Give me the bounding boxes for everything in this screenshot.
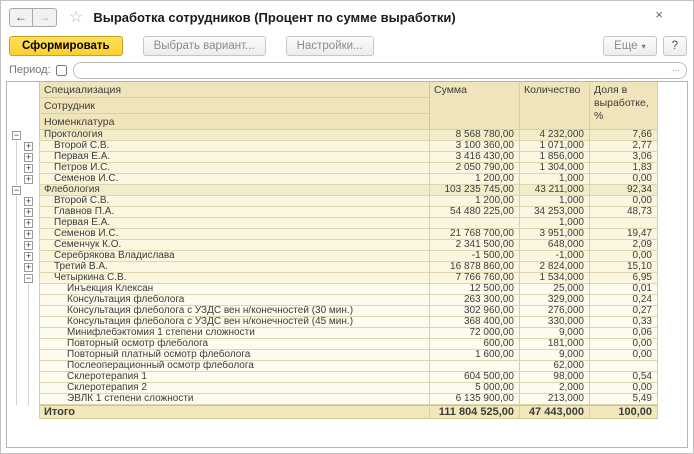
period-row (1, 59, 693, 81)
row-name-cell: Повторный платный осмотр флеболога (39, 350, 430, 361)
row-sum-cell: 21 768 700,00 (430, 229, 520, 240)
table-row[interactable] (7, 306, 687, 317)
table-row[interactable] (7, 218, 687, 229)
tree-gutter (7, 185, 39, 196)
row-sum-cell: 72 000,00 (430, 328, 520, 339)
row-quantity-cell: 43 211,000 (520, 185, 590, 196)
table-row[interactable] (7, 317, 687, 328)
table-row[interactable] (7, 174, 687, 185)
table-row[interactable] (7, 339, 687, 350)
total-row[interactable] (7, 405, 687, 419)
back-button[interactable]: ← (9, 8, 33, 27)
header-nomenclature[interactable]: Номенклатура (40, 114, 429, 130)
period-ellipsis-button[interactable]: ... (671, 62, 680, 74)
tree-gutter-header (7, 82, 39, 130)
row-quantity-cell: 329,000 (520, 295, 590, 306)
tree-gutter (7, 251, 39, 262)
row-quantity-cell: 1,000 (520, 218, 590, 229)
row-share-cell: 0,01 (590, 284, 658, 295)
row-sum-cell: 7 766 760,00 (430, 273, 520, 284)
row-sum-cell: 604 500,00 (430, 372, 520, 383)
row-name-cell: Главнов П.А. (39, 207, 430, 218)
expand-toggle-icon[interactable]: + (25, 218, 32, 228)
close-icon[interactable]: × (655, 7, 663, 22)
row-quantity-cell: 25,000 (520, 284, 590, 295)
tree-gutter (7, 262, 39, 273)
total-share: 100,00 (590, 405, 658, 419)
settings-button[interactable]: Настройки... (286, 36, 374, 56)
favorite-star-icon[interactable]: ☆ (69, 9, 84, 26)
row-share-cell: 19,47 (590, 229, 658, 240)
table-row[interactable] (7, 163, 687, 174)
row-sum-cell: 263 300,00 (430, 295, 520, 306)
row-name-cell: Повторный осмотр флеболога (39, 339, 430, 350)
row-sum-cell: 600,00 (430, 339, 520, 350)
table-row[interactable] (7, 295, 687, 306)
tree-gutter (7, 361, 39, 372)
row-share-cell: 0,00 (590, 196, 658, 207)
row-name-cell: Серебрякова Владислава (39, 251, 430, 262)
row-quantity-cell: 1,000 (520, 174, 590, 185)
row-sum-cell: 1 200,00 (430, 196, 520, 207)
page-title: Выработка сотрудников (Процент по сумме выработки) (93, 9, 456, 25)
row-sum-cell: 368 400,00 (430, 317, 520, 328)
row-share-cell: 0,06 (590, 328, 658, 339)
header-quantity[interactable]: Количество (520, 82, 590, 130)
collapse-toggle-icon[interactable]: − (25, 273, 32, 283)
row-name-cell: Консультация флеболога с УЗДС вен н/конечностей (45 мин.) (39, 317, 430, 328)
row-sum-cell: 3 416 430,00 (430, 152, 520, 163)
table-header (7, 82, 687, 130)
row-sum-cell: 2 341 500,00 (430, 240, 520, 251)
row-name-cell: Первая Е.А. (39, 218, 430, 229)
expand-toggle-icon[interactable]: + (25, 251, 32, 261)
row-name-cell: Четыркина С.В. (39, 273, 430, 284)
row-quantity-cell: 276,000 (520, 306, 590, 317)
table-row[interactable] (7, 130, 687, 141)
row-quantity-cell: -1,000 (520, 251, 590, 262)
tree-gutter (7, 196, 39, 207)
select-variant-button[interactable]: Выбрать вариант... (143, 36, 266, 56)
row-sum-cell (430, 218, 520, 229)
row-sum-cell: 6 135 900,00 (430, 394, 520, 405)
tree-gutter (7, 273, 39, 284)
row-quantity-cell: 9,000 (520, 350, 590, 361)
row-sum-cell: 2 050 790,00 (430, 163, 520, 174)
row-sum-cell: 12 500,00 (430, 284, 520, 295)
table-row[interactable] (7, 229, 687, 240)
row-quantity-cell: 213,000 (520, 394, 590, 405)
row-share-cell: 0,00 (590, 383, 658, 394)
row-quantity-cell: 1 304,000 (520, 163, 590, 174)
row-share-cell: 3,06 (590, 152, 658, 163)
row-share-cell: 2,77 (590, 141, 658, 152)
table-row[interactable] (7, 141, 687, 152)
expand-toggle-icon[interactable]: + (25, 174, 32, 184)
row-share-cell: 0,00 (590, 251, 658, 262)
row-quantity-cell: 181,000 (520, 339, 590, 350)
period-checkbox[interactable] (56, 65, 67, 76)
expand-toggle-icon[interactable]: + (25, 229, 32, 239)
table-row[interactable] (7, 350, 687, 361)
row-quantity-cell: 2,000 (520, 383, 590, 394)
period-input[interactable] (73, 62, 687, 79)
row-name-cell: Склеротерапия 2 (39, 383, 430, 394)
forward-button[interactable]: → (33, 8, 57, 27)
row-name-cell: Консультация флеболога с УЗДС вен н/конечностей (30 мин.) (39, 306, 430, 317)
row-share-cell: 0,00 (590, 174, 658, 185)
row-sum-cell: -1 500,00 (430, 251, 520, 262)
row-name-cell: Проктология (39, 130, 430, 141)
tree-gutter (7, 394, 39, 405)
row-sum-cell: 302 960,00 (430, 306, 520, 317)
row-share-cell: 1,83 (590, 163, 658, 174)
row-sum-cell: 103 235 745,00 (430, 185, 520, 196)
table-row[interactable] (7, 262, 687, 273)
row-name-cell: Семенов И.С. (39, 174, 430, 185)
help-button[interactable]: ? (663, 36, 687, 56)
row-share-cell: 0,54 (590, 372, 658, 383)
row-name-cell: Второй С.В. (39, 196, 430, 207)
tree-gutter (7, 306, 39, 317)
generate-button[interactable]: Сформировать (9, 36, 123, 56)
row-share-cell (590, 218, 658, 229)
table-row[interactable] (7, 284, 687, 295)
expand-toggle-icon[interactable]: + (25, 262, 32, 272)
total-sum: 111 804 525,00 (430, 405, 520, 419)
expand-toggle-icon[interactable]: + (25, 240, 32, 250)
tree-gutter (7, 284, 39, 295)
row-name-cell: Флебология (39, 185, 430, 196)
row-quantity-cell: 98,000 (520, 372, 590, 383)
table-row[interactable] (7, 240, 687, 251)
row-name-cell: Семенов И.С. (39, 229, 430, 240)
table-row[interactable] (7, 251, 687, 262)
table-row[interactable] (7, 273, 687, 284)
collapse-toggle-icon[interactable]: − (13, 130, 20, 140)
more-button-label: Еще (614, 40, 638, 52)
header-employee[interactable]: Сотрудник (40, 98, 429, 114)
report-table (6, 81, 688, 448)
tree-gutter (7, 350, 39, 361)
row-sum-cell: 1 600,00 (430, 350, 520, 361)
row-share-cell: 0,27 (590, 306, 658, 317)
row-name-cell: ЭВЛК 1 степени сложности (39, 394, 430, 405)
row-share-cell: 48,73 (590, 207, 658, 218)
row-share-cell: 0,24 (590, 295, 658, 306)
row-quantity-cell: 1 534,000 (520, 273, 590, 284)
row-sum-cell: 1 200,00 (430, 174, 520, 185)
row-name-cell: Первая Е.А. (39, 152, 430, 163)
row-quantity-cell: 3 951,000 (520, 229, 590, 240)
row-quantity-cell: 648,000 (520, 240, 590, 251)
expand-toggle-icon[interactable]: + (25, 141, 32, 151)
tree-gutter (7, 295, 39, 306)
row-quantity-cell: 1 071,000 (520, 141, 590, 152)
tree-gutter (7, 328, 39, 339)
row-sum-cell: 3 100 360,00 (430, 141, 520, 152)
period-label: Период: (9, 64, 51, 76)
row-share-cell: 0,00 (590, 350, 658, 361)
table-row[interactable] (7, 152, 687, 163)
tree-gutter (7, 130, 39, 141)
expand-toggle-icon[interactable]: + (25, 163, 32, 173)
table-row[interactable] (7, 328, 687, 339)
row-name-cell: Инъекция Клексан (39, 284, 430, 295)
tree-gutter (7, 339, 39, 350)
row-share-cell (590, 361, 658, 372)
expand-toggle-icon[interactable]: + (25, 196, 32, 206)
tree-gutter (7, 240, 39, 251)
row-sum-cell: 16 878 860,00 (430, 262, 520, 273)
nav-button-group (9, 8, 57, 27)
tree-gutter (7, 141, 39, 152)
row-share-cell: 5,49 (590, 394, 658, 405)
row-quantity-cell: 1,000 (520, 196, 590, 207)
tree-gutter (7, 317, 39, 328)
table-row[interactable] (7, 372, 687, 383)
header-share[interactable]: Доля в выработке, % (590, 82, 658, 130)
row-share-cell: 6,95 (590, 273, 658, 284)
table-row[interactable] (7, 394, 687, 405)
row-sum-cell: 54 480 225,00 (430, 207, 520, 218)
row-quantity-cell: 330,000 (520, 317, 590, 328)
total-label: Итого (39, 405, 430, 419)
row-quantity-cell: 4 232,000 (520, 130, 590, 141)
table-row[interactable] (7, 383, 687, 394)
tree-gutter (7, 152, 39, 163)
table-row[interactable] (7, 185, 687, 196)
row-sum-cell (430, 361, 520, 372)
row-name-cell: Второй С.В. (39, 141, 430, 152)
chevron-down-icon: ▾ (641, 42, 646, 51)
table-body (7, 130, 687, 405)
row-share-cell: 2,09 (590, 240, 658, 251)
period-field (73, 61, 687, 80)
row-share-cell: 92,34 (590, 185, 658, 196)
row-quantity-cell: 2 824,000 (520, 262, 590, 273)
expand-toggle-icon[interactable]: + (25, 152, 32, 162)
row-name-cell: Консультация флеболога (39, 295, 430, 306)
tree-gutter (7, 405, 39, 419)
row-quantity-cell: 1 856,000 (520, 152, 590, 163)
expand-toggle-icon[interactable]: + (25, 207, 32, 217)
tree-gutter (7, 174, 39, 185)
tree-gutter (7, 372, 39, 383)
more-button[interactable] (603, 36, 656, 56)
table-row[interactable] (7, 207, 687, 218)
row-quantity-cell: 62,000 (520, 361, 590, 372)
header-specialization[interactable]: Специализация (40, 82, 429, 98)
header-sum[interactable]: Сумма (430, 82, 520, 130)
tree-gutter (7, 207, 39, 218)
tree-gutter (7, 163, 39, 174)
row-quantity-cell: 34 253,000 (520, 207, 590, 218)
grouping-header-stack (39, 82, 430, 130)
row-name-cell: Минифлебэктомия 1 степени сложности (39, 328, 430, 339)
title-bar (1, 1, 693, 33)
tree-gutter (7, 383, 39, 394)
table-row[interactable] (7, 361, 687, 372)
total-quantity: 47 443,000 (520, 405, 590, 419)
row-share-cell: 15,10 (590, 262, 658, 273)
row-share-cell: 0,00 (590, 339, 658, 350)
collapse-toggle-icon[interactable]: − (13, 185, 20, 195)
row-name-cell: Послеоперационный осмотр флеболога (39, 361, 430, 372)
row-sum-cell: 5 000,00 (430, 383, 520, 394)
row-quantity-cell: 9,000 (520, 328, 590, 339)
row-name-cell: Семенчук К.О. (39, 240, 430, 251)
row-share-cell: 7,66 (590, 130, 658, 141)
row-sum-cell: 8 568 780,00 (430, 130, 520, 141)
row-share-cell: 0,33 (590, 317, 658, 328)
tree-gutter (7, 229, 39, 240)
row-name-cell: Третий В.А. (39, 262, 430, 273)
row-name-cell: Склеротерапия 1 (39, 372, 430, 383)
row-name-cell: Петров И.С. (39, 163, 430, 174)
table-row[interactable] (7, 196, 687, 207)
tree-gutter (7, 218, 39, 229)
toolbar (1, 33, 693, 59)
